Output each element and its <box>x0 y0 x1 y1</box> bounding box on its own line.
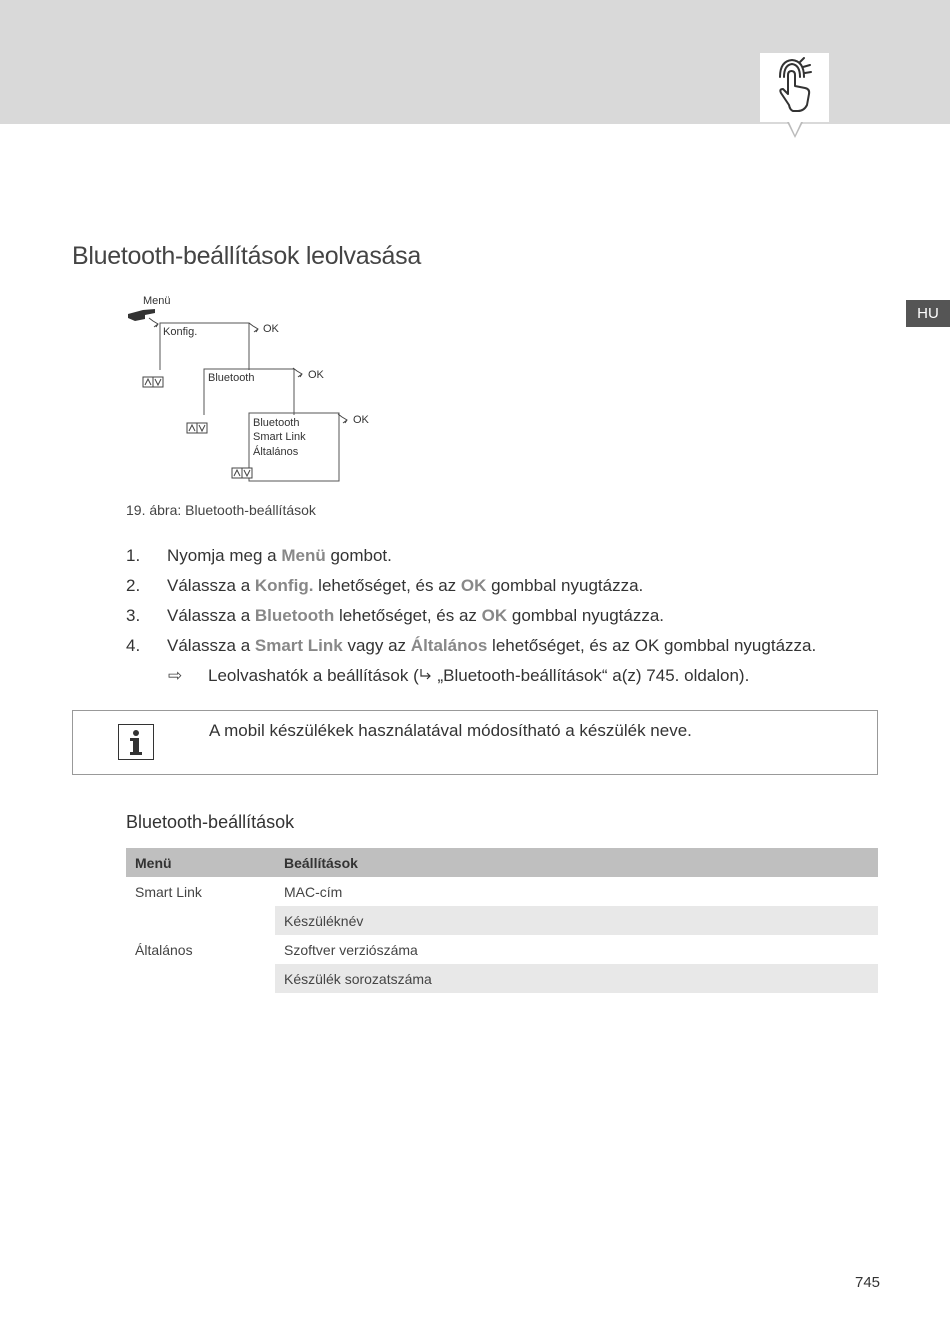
step-item <box>126 606 886 636</box>
column-header-settings: Beállítások <box>275 848 878 877</box>
keyword-ok: OK <box>460 576 487 595</box>
diagram-submenu-item: Smart Link <box>253 431 306 443</box>
page-number: 745 <box>855 1274 881 1291</box>
table-cell-menu: Általános <box>135 941 193 958</box>
diagram-menu-label: Menü <box>143 295 171 307</box>
cross-reference-icon <box>419 668 433 682</box>
diagram-submenu-item: Bluetooth <box>253 417 300 429</box>
result-text: Leolvashatók a beállítások ( „Bluetooth-beállítások“ a(z) 745. oldalon). <box>208 666 750 685</box>
step-item <box>126 546 886 576</box>
step-item <box>126 576 886 606</box>
touch-hand-icon <box>760 53 829 122</box>
table-cell-menu: Smart Link <box>135 883 202 900</box>
step-item <box>126 636 886 666</box>
table-cell-setting: Készülék sorozatszáma <box>275 964 878 993</box>
keyword-altalanos: Általános <box>410 636 488 655</box>
diagram-submenu-item: Általános <box>253 446 299 458</box>
table-cell-menu <box>126 964 275 993</box>
keyword-smart-link: Smart Link <box>254 636 343 655</box>
diagram-ok-label: OK <box>308 369 324 381</box>
result-arrow-icon: ⇨ <box>168 666 183 685</box>
step-text: Válassza a Bluetooth lehetőséget, és az OK gombbal nyugtázza. <box>167 606 665 625</box>
page-title: Bluetooth-beállítások leolvasása <box>72 242 421 270</box>
keyword-konfig: Konfig. <box>254 576 314 595</box>
table-row <box>126 877 878 906</box>
diagram-ok-label: OK <box>263 323 279 335</box>
info-icon <box>118 724 154 760</box>
table-header-row <box>126 848 878 877</box>
diagram-bluetooth-label: Bluetooth <box>208 372 255 384</box>
table-cell-setting: Készüléknév <box>275 906 878 935</box>
table-cell-menu <box>126 906 275 935</box>
step-text: Válassza a Smart Link vagy az Általános lehetőséget, és az OK gombbal nyugtázza. <box>167 636 817 655</box>
figure-caption: 19. ábra: Bluetooth-beállítások <box>126 502 316 518</box>
diagram-konfig-label: Konfig. <box>163 326 198 338</box>
step-number: 4. <box>126 636 141 655</box>
step-number: 1. <box>126 546 141 565</box>
info-note <box>72 710 878 775</box>
table-heading: Bluetooth-beállítások <box>126 812 295 832</box>
column-header-menu: Menü <box>126 848 275 877</box>
settings-table <box>126 848 878 993</box>
tab-pointer-inner <box>789 122 801 135</box>
step-number: 3. <box>126 606 141 625</box>
table-row <box>126 906 878 935</box>
step-number: 2. <box>126 576 141 595</box>
table-cell-setting: MAC-cím <box>284 883 343 900</box>
cross-reference-link[interactable]: „Bluetooth-beállítások“ a(z) 745. oldalon). <box>437 666 750 685</box>
step-text: Válassza a Konfig. lehetőséget, és az OK gombbal nyugtázza. <box>167 576 644 595</box>
keyword-bluetooth: Bluetooth <box>254 606 335 625</box>
note-text: A mobil készülékek használatával módosítható a készülék neve. <box>209 721 692 740</box>
diagram-ok-label: OK <box>353 414 369 426</box>
table-cell-setting: Szoftver verziószáma <box>284 941 418 958</box>
instruction-steps <box>126 546 886 666</box>
table-row <box>126 935 878 964</box>
menu-navigation-diagram <box>125 290 385 490</box>
table-row <box>126 964 878 993</box>
keyword-menu: Menü <box>281 546 326 565</box>
keyword-ok: OK <box>481 606 508 625</box>
step-text: Nyomja meg a Menü gombot. <box>167 546 392 565</box>
language-tab: HU <box>906 300 950 327</box>
